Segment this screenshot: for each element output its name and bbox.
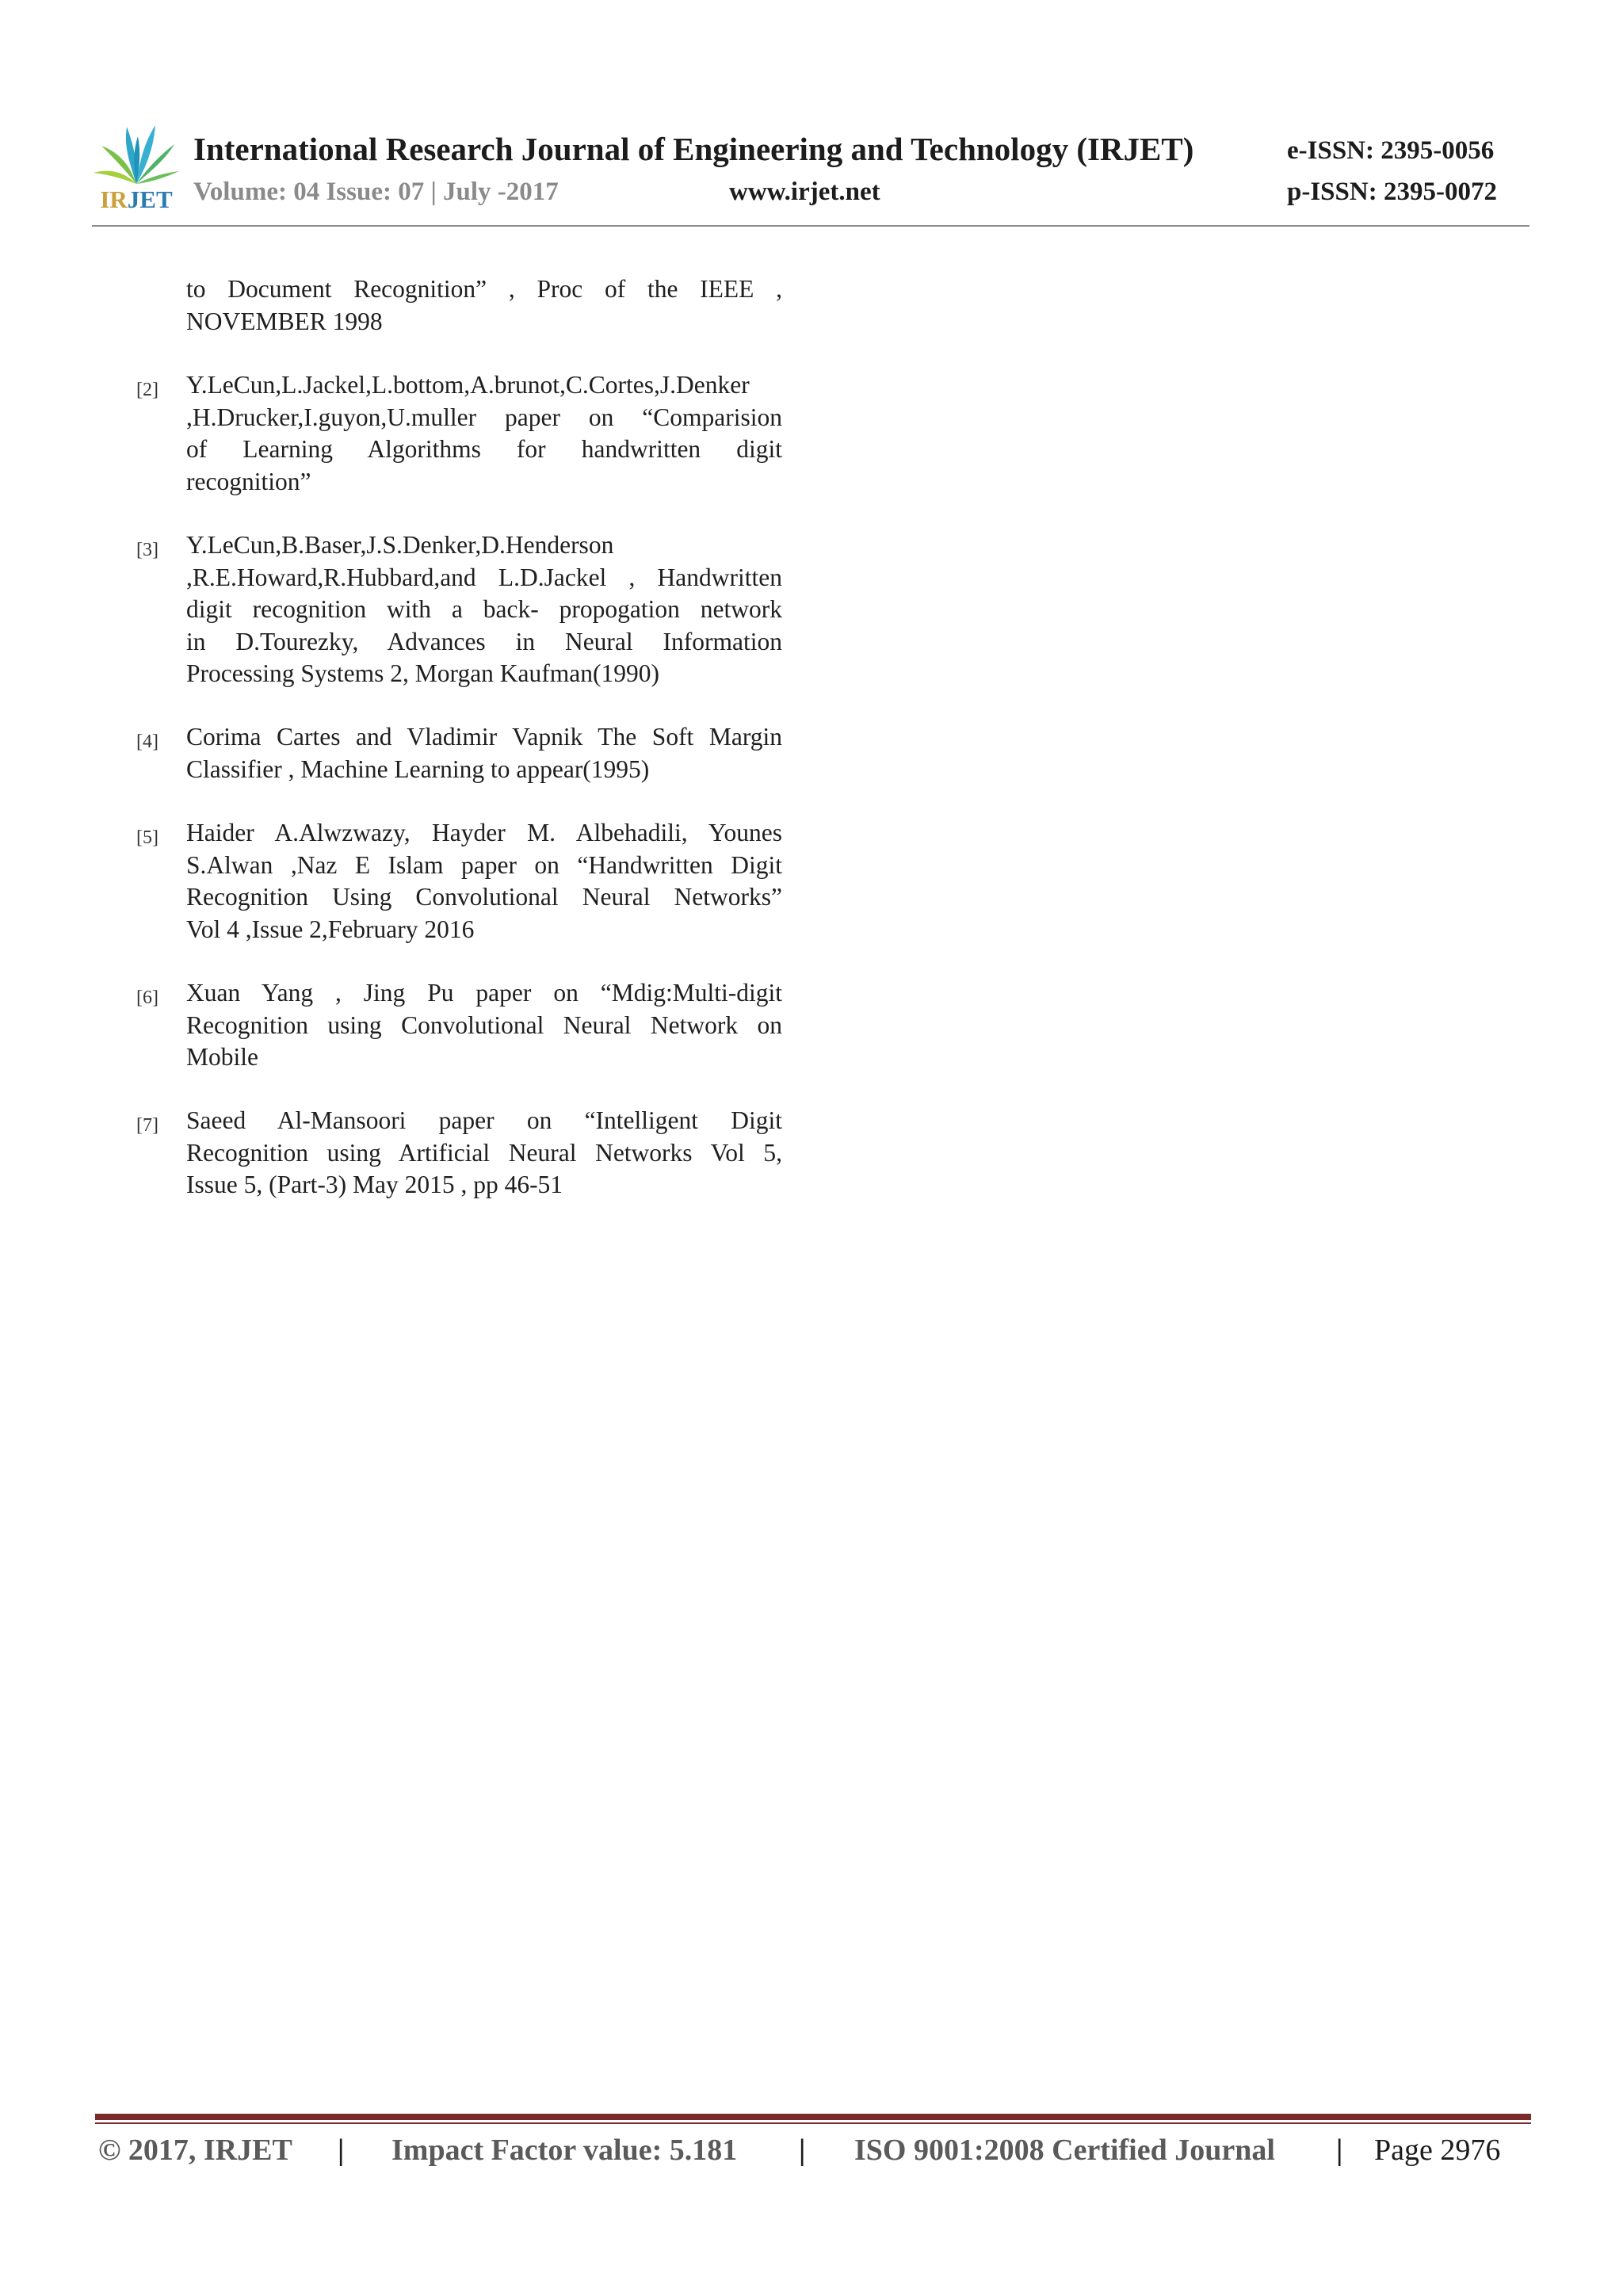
reference-number: [3] xyxy=(136,540,158,560)
reference-text xyxy=(186,273,782,338)
footer-page-number: Page 2976 xyxy=(1374,2134,1501,2167)
journal-logo xyxy=(92,116,181,211)
reference-line: Classifier , Machine Learning to appear(1995) xyxy=(186,755,650,783)
e-issn: e-ISSN: 2395-0056 xyxy=(1287,136,1495,165)
footer-separator: | xyxy=(1336,2134,1343,2167)
footer-impact-factor: Impact Factor value: 5.181 xyxy=(391,2134,738,2167)
header-divider xyxy=(92,225,1529,227)
reference-line: S.Alwan ,Naz E Islam paper on “Handwritten Digit xyxy=(186,850,782,879)
reference-line: Mobile xyxy=(186,1043,258,1071)
reference-line: to Document Recognition” , Proc of the IEEE , xyxy=(186,275,782,303)
logo-text-jet: JET xyxy=(127,185,173,213)
reference-line: in D.Tourezky, Advances in Neural Information xyxy=(186,627,782,655)
reference-line: Saeed Al-Mansoori paper on “Intelligent Digit xyxy=(186,1106,782,1134)
logo-text xyxy=(92,185,181,214)
footer-divider-thick xyxy=(95,2114,1531,2120)
page-header xyxy=(0,0,1623,230)
reference-line: Issue 5, (Part-3) May 2015 , pp 46-51 xyxy=(186,1171,563,1198)
reference-line: Corima Cartes and Vladimir Vapnik The Soft Margin xyxy=(186,723,782,751)
reference-line: of Learning Algorithms for handwritten digit xyxy=(186,435,782,463)
footer-separator: | xyxy=(799,2134,806,2167)
reference-number: [6] xyxy=(136,988,158,1008)
reference-number: [4] xyxy=(136,732,158,752)
volume-issue: Volume: 04 Issue: 07 | July -2017 xyxy=(193,178,559,206)
reference-number: [5] xyxy=(136,827,158,848)
footer-copyright: © 2017, IRJET xyxy=(98,2134,292,2167)
reference-line: Processing Systems 2, Morgan Kaufman(1990) xyxy=(186,659,659,687)
reference-line: NOVEMBER 1998 xyxy=(186,307,383,335)
reference-text xyxy=(186,369,800,498)
reference-line: ,H.Drucker,I.guyon,U.muller paper on “Comparision xyxy=(186,403,782,431)
reference-text xyxy=(186,721,782,785)
reference-line: Recognition using Artificial Neural Networks Vol 5, xyxy=(186,1138,782,1167)
p-issn: p-ISSN: 2395-0072 xyxy=(1287,178,1497,206)
reference-number: [7] xyxy=(136,1115,158,1136)
irjet-logo-icon xyxy=(92,116,181,189)
footer-divider-thin xyxy=(95,2122,1531,2124)
reference-number: [2] xyxy=(136,380,158,400)
reference-line: Recognition Using Convolutional Neural Networks” xyxy=(186,883,782,911)
logo-text-ir: IR xyxy=(100,185,128,213)
footer-separator: | xyxy=(338,2134,345,2167)
journal-website: www.irjet.net xyxy=(729,178,880,206)
journal-title: International Research Journal of Engineering and Technology (IRJET) xyxy=(193,131,1194,167)
reference-text xyxy=(186,529,782,690)
reference-line: Xuan Yang , Jing Pu paper on “Mdig:Multi-digit xyxy=(186,979,782,1007)
reference-line: Vol 4 ,Issue 2,February 2016 xyxy=(186,915,475,943)
reference-text xyxy=(186,1105,782,1201)
footer-iso: ISO 9001:2008 Certified Journal xyxy=(854,2134,1275,2167)
reference-line: Y.LeCun,B.Baser,J.S.Denker,D.Henderson xyxy=(186,531,614,559)
reference-line: recognition” xyxy=(186,467,311,495)
reference-text xyxy=(186,817,782,946)
reference-line: Y.LeCun,L.Jackel,L.bottom,A.brunot,C.Cortes,J.Denker xyxy=(186,371,750,399)
reference-line: ,R.E.Howard,R.Hubbard,and L.D.Jackel , Handwritten xyxy=(186,563,782,591)
reference-text xyxy=(186,977,782,1074)
reference-line: digit recognition with a back- propogation network xyxy=(186,595,782,623)
reference-line: Haider A.Alwzwazy, Hayder M. Albehadili, Younes xyxy=(186,819,782,846)
reference-line: Recognition using Convolutional Neural Network on xyxy=(186,1010,782,1039)
